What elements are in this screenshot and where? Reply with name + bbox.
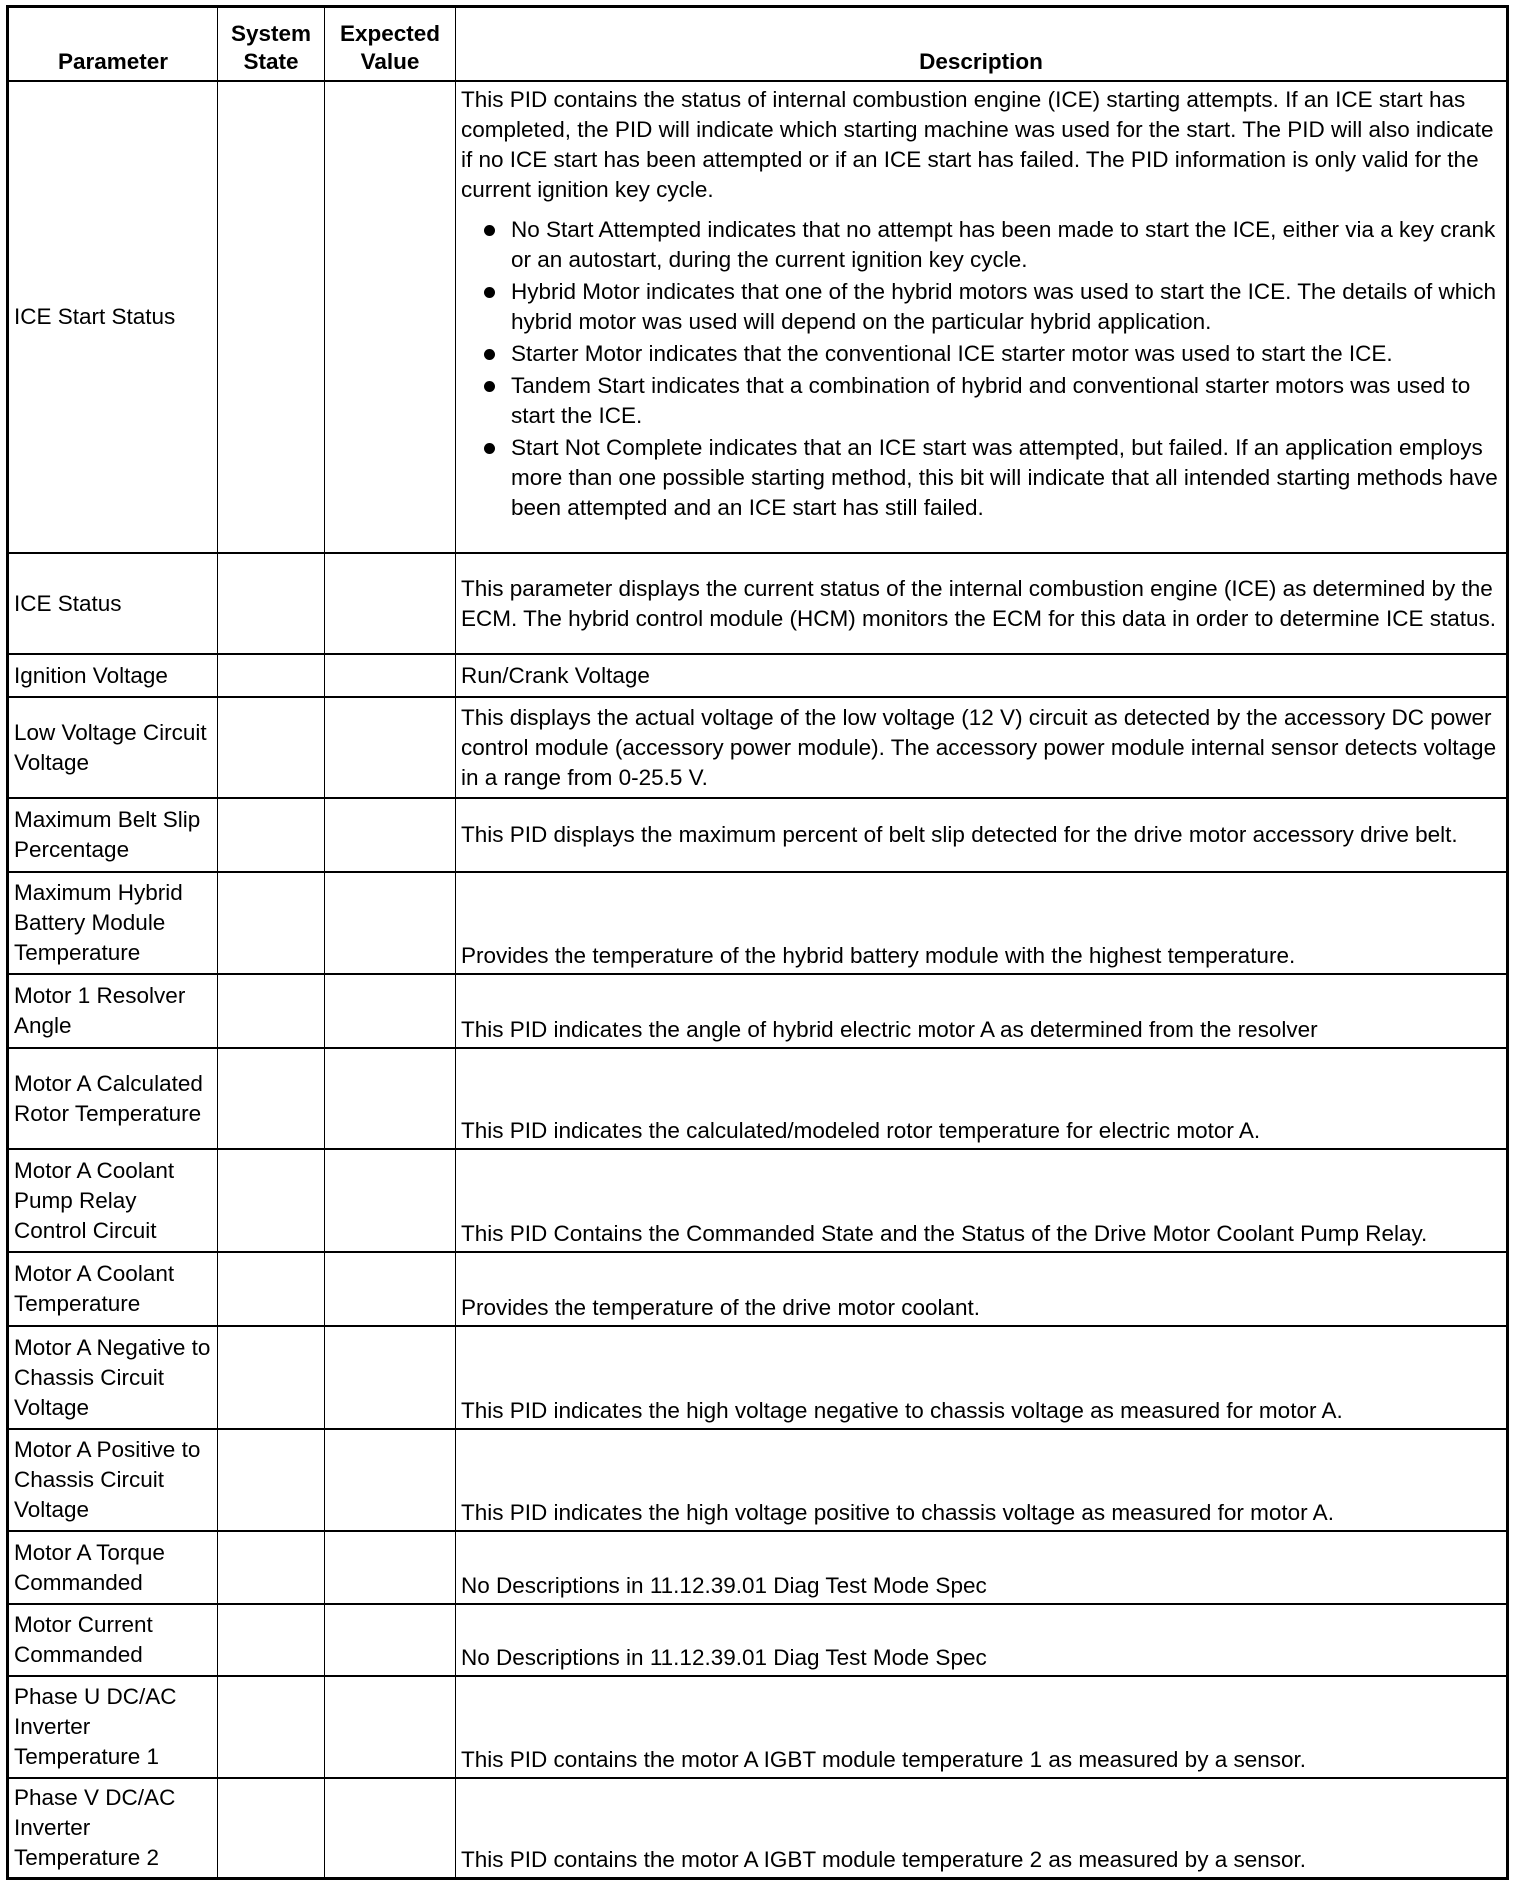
- description-cell: This PID Contains the Commanded State and the Status of the Drive Motor Coolant Pump Relay.: [456, 1149, 1508, 1252]
- header-system-state: [218, 7, 325, 82]
- description-cell: [456, 81, 1508, 553]
- table-row: [8, 798, 1508, 872]
- table-row: [8, 974, 1508, 1048]
- bullet-icon: [484, 443, 495, 454]
- bullet-text: Hybrid Motor indicates that one of the hybrid motors was used to start the ICE. The details of which hybrid motor was used will depend on the particular hybrid application.: [511, 279, 1497, 334]
- expected-value-cell: [325, 1048, 456, 1149]
- header-expected-value: [325, 7, 456, 82]
- system-state-cell: [218, 1778, 325, 1878]
- system-state-cell: [218, 1326, 325, 1429]
- table-row: [8, 697, 1508, 798]
- expected-value-cell: [325, 1429, 456, 1531]
- system-state-cell: [218, 1252, 325, 1326]
- expected-value-cell: [325, 1531, 456, 1604]
- header-row: [8, 7, 1508, 82]
- description-cell: This parameter displays the current status of the internal combustion engine (ICE) as determined by the ECM. The hybrid control module (HCM) monitors the ECM for this data in order to determine ICE status.: [456, 553, 1508, 654]
- expected-value-cell: [325, 974, 456, 1048]
- system-state-cell: [218, 1429, 325, 1531]
- system-state-cell: [218, 974, 325, 1048]
- system-state-cell: [218, 1048, 325, 1149]
- description-cell: This PID contains the motor A IGBT module temperature 2 as measured by a sensor.: [456, 1778, 1508, 1878]
- description-cell: No Descriptions in 11.12.39.01 Diag Test Mode Spec: [456, 1531, 1508, 1604]
- table-row: [8, 553, 1508, 654]
- table-row: [8, 1048, 1508, 1149]
- system-state-cell: [218, 553, 325, 654]
- expected-value-cell: [325, 553, 456, 654]
- bullet-list: [461, 215, 1501, 523]
- description-cell: Provides the temperature of the hybrid battery module with the highest temperature.: [456, 872, 1508, 974]
- bullet-item: [461, 339, 1501, 369]
- parameter-cell: Motor A Coolant Temperature: [8, 1252, 218, 1326]
- parameter-cell: Low Voltage Circuit Voltage: [8, 697, 218, 798]
- expected-value-cell: [325, 697, 456, 798]
- system-state-cell: [218, 697, 325, 798]
- bullet-item: [461, 215, 1501, 275]
- expected-value-cell: [325, 1676, 456, 1778]
- expected-value-cell: [325, 654, 456, 697]
- header-expected-value-label: Expected Value: [339, 21, 441, 74]
- description-cell: This PID indicates the high voltage negative to chassis voltage as measured for motor A.: [456, 1326, 1508, 1429]
- description-text: This PID contains the status of internal combustion engine (ICE) starting attempts. If an ICE start has completed, the PID will indicate which starting machine was used for the start. The PID will also indicate if no ICE start has been attempted or if an ICE start has failed. The PID information is only valid for the current ignition key cycle.: [461, 87, 1494, 202]
- expected-value-cell: [325, 81, 456, 553]
- parameter-cell: Motor A Calculated Rotor Temperature: [8, 1048, 218, 1149]
- parameter-cell: ICE Status: [8, 553, 218, 654]
- bullet-icon: [484, 225, 495, 236]
- expected-value-cell: [325, 872, 456, 974]
- system-state-cell: [218, 872, 325, 974]
- parameter-cell: Motor A Negative to Chassis Circuit Voltage: [8, 1326, 218, 1429]
- parameter-cell: Motor Current Commanded: [8, 1604, 218, 1676]
- table-row: [8, 81, 1508, 553]
- parameter-cell: Motor A Coolant Pump Relay Control Circuit: [8, 1149, 218, 1252]
- description-cell: This PID indicates the calculated/modeled rotor temperature for electric motor A.: [456, 1048, 1508, 1149]
- bullet-icon: [484, 381, 495, 392]
- parameter-cell: ICE Start Status: [8, 81, 218, 553]
- parameter-cell: Maximum Belt Slip Percentage: [8, 798, 218, 872]
- system-state-cell: [218, 1531, 325, 1604]
- system-state-cell: [218, 798, 325, 872]
- table-row: [8, 1604, 1508, 1676]
- description-cell: This displays the actual voltage of the low voltage (12 V) circuit as detected by the accessory DC power control module (accessory power module). The accessory power module internal sensor detects voltage in a range from 0-25.5 V.: [456, 697, 1508, 798]
- system-state-cell: [218, 81, 325, 553]
- description-cell: This PID indicates the high voltage positive to chassis voltage as measured for motor A.: [456, 1429, 1508, 1531]
- description-cell: Provides the temperature of the drive motor coolant.: [456, 1252, 1508, 1326]
- expected-value-cell: [325, 798, 456, 872]
- table-row: [8, 872, 1508, 974]
- description-cell: This PID contains the motor A IGBT module temperature 1 as measured by a sensor.: [456, 1676, 1508, 1778]
- description-cell: This PID indicates the angle of hybrid electric motor A as determined from the resolver: [456, 974, 1508, 1048]
- table-row: [8, 1326, 1508, 1429]
- table-header: [8, 7, 1508, 82]
- system-state-cell: [218, 654, 325, 697]
- table-row: [8, 1778, 1508, 1878]
- pid-parameter-table: [6, 5, 1509, 1880]
- bullet-text: Tandem Start indicates that a combination of hybrid and conventional starter motors was used to start the ICE.: [511, 373, 1471, 428]
- parameter-cell: Motor A Torque Commanded: [8, 1531, 218, 1604]
- table-row: [8, 654, 1508, 697]
- parameter-cell: Phase U DC/AC Inverter Temperature 1: [8, 1676, 218, 1778]
- expected-value-cell: [325, 1604, 456, 1676]
- expected-value-cell: [325, 1149, 456, 1252]
- table-row: [8, 1149, 1508, 1252]
- bullet-icon: [484, 349, 495, 360]
- table-row: [8, 1676, 1508, 1778]
- table-row: [8, 1429, 1508, 1531]
- parameter-cell: Motor A Positive to Chassis Circuit Voltage: [8, 1429, 218, 1531]
- header-system-state-label: System State: [230, 21, 312, 74]
- bullet-item: [461, 371, 1501, 431]
- bullet-icon: [484, 287, 495, 298]
- system-state-cell: [218, 1149, 325, 1252]
- bullet-text: No Start Attempted indicates that no attempt has been made to start the ICE, either via a key crank or an autostart, during the current ignition key cycle.: [511, 217, 1496, 272]
- bullet-text: Starter Motor indicates that the conventional ICE starter motor was used to start the ICE.: [511, 341, 1393, 366]
- parameter-cell: Phase V DC/AC Inverter Temperature 2: [8, 1778, 218, 1878]
- table-row: [8, 1252, 1508, 1326]
- header-parameter: Parameter: [8, 7, 218, 82]
- parameter-cell: Ignition Voltage: [8, 654, 218, 697]
- bullet-item: [461, 277, 1501, 337]
- header-description: Description: [456, 7, 1508, 82]
- expected-value-cell: [325, 1252, 456, 1326]
- expected-value-cell: [325, 1326, 456, 1429]
- bullet-item: [461, 433, 1501, 523]
- bullet-text: Start Not Complete indicates that an ICE start was attempted, but failed. If an application employs more than one possible starting method, this bit will indicate that all intended starting methods have been attempted and an ICE start has still failed.: [511, 435, 1498, 520]
- parameter-cell: Motor 1 Resolver Angle: [8, 974, 218, 1048]
- parameter-cell: Maximum Hybrid Battery Module Temperature: [8, 872, 218, 974]
- description-cell: No Descriptions in 11.12.39.01 Diag Test Mode Spec: [456, 1604, 1508, 1676]
- system-state-cell: [218, 1604, 325, 1676]
- expected-value-cell: [325, 1778, 456, 1878]
- description-cell: Run/Crank Voltage: [456, 654, 1508, 697]
- description-cell: This PID displays the maximum percent of belt slip detected for the drive motor accessory drive belt.: [456, 798, 1508, 872]
- table-row: [8, 1531, 1508, 1604]
- system-state-cell: [218, 1676, 325, 1778]
